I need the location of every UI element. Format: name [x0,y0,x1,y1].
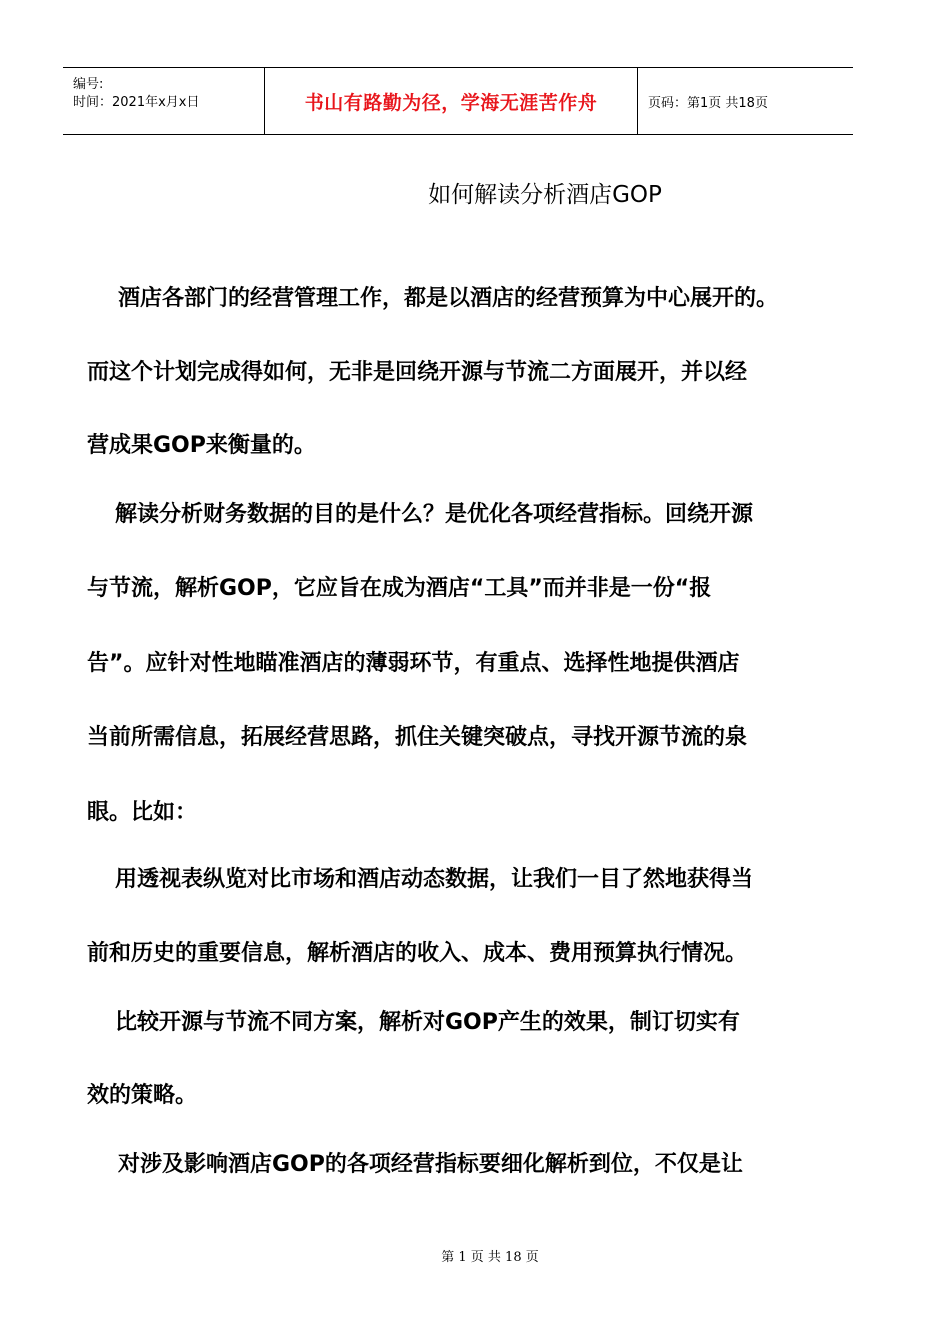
paragraph-line: 解读分析财务数据的目的是什么？是优化各项经营指标。回绕开源 [115,502,754,527]
paragraph-line: 比较开源与节流不同方案，解析对GOP产生的效果，制订切实有 [115,1010,740,1035]
document-title: 如何解读分析酒店GOP [428,182,662,208]
paragraph-line: 眼。比如： [87,800,198,825]
header-meta-cell [63,68,265,134]
paragraph-line: 而这个计划完成得如何，无非是回绕开源与节流二方面展开，并以经 [87,360,748,385]
paragraph-line: 营成果GOP来衡量的。 [87,433,316,458]
paragraph-line: 与节流，解析GOP，它应旨在成为酒店“工具”而并非是一份“报 [87,576,712,601]
paragraph-line: 告”。应针对性地瞄准酒店的薄弱环节，有重点、选择性地提供酒店 [87,651,740,676]
document-time-label: 时间：2021年x月x日 [73,95,200,110]
document-number-label: 编号: [73,77,104,92]
paragraph-line: 对涉及影响酒店GOP的各项经营指标要细化解析到位，不仅是让 [118,1152,743,1177]
paragraph-line: 前和历史的重要信息，解析酒店的收入、成本、费用预算执行情况。 [87,941,748,966]
header-page-label: 页码：第1页 共18页 [648,95,768,111]
header-motto: 书山有路勤为径，学海无涯苦作舟 [265,68,638,134]
page-footer: 第 1 页 共 18 页 [441,1250,539,1265]
paragraph-line: 效的策略。 [87,1083,198,1108]
paragraph-line: 当前所需信息，拓展经营思路，抓住关键突破点，寻找开源节流的泉 [87,725,748,750]
paragraph-line: 用透视表纵览对比市场和酒店动态数据，让我们一目了然地获得当 [115,867,754,892]
document-header [63,67,853,135]
paragraph-line: 酒店各部门的经营管理工作，都是以酒店的经营预算为中心展开的。 [118,286,779,311]
